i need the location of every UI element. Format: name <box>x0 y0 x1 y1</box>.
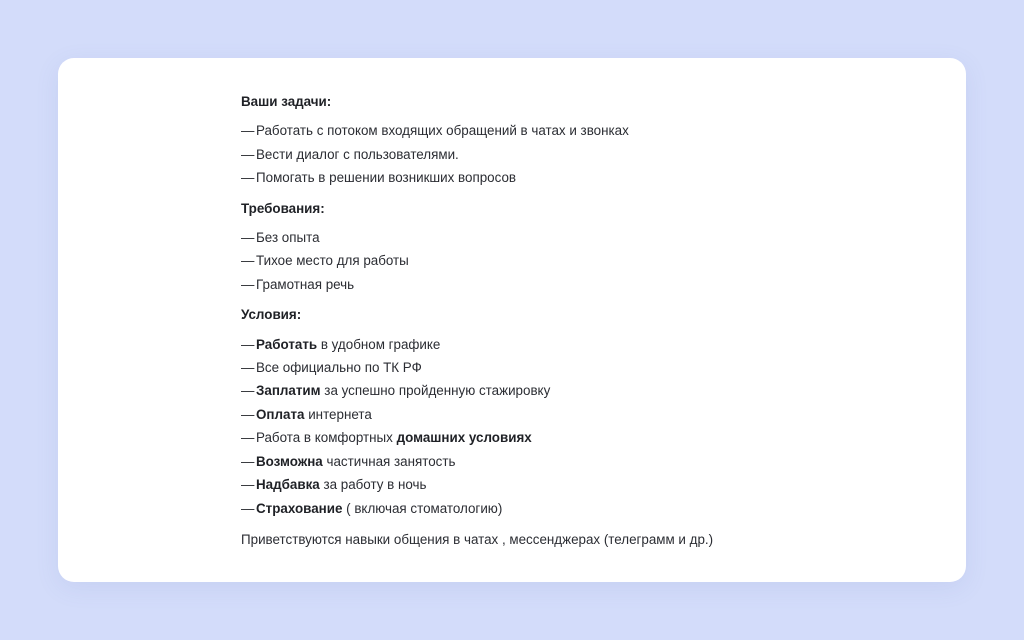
section-heading-requirements: Требования: <box>241 200 325 216</box>
item-text: Все официально по ТК РФ <box>256 360 422 376</box>
item-bold-lead: Работать <box>256 336 318 352</box>
list-item <box>241 273 921 296</box>
tasks-list <box>241 119 921 189</box>
item-bold-lead: Страхование <box>256 500 343 516</box>
section-heading-tasks: Ваши задачи: <box>241 94 332 109</box>
item-text: Работать с потоком входящих обращений в чатах и звонках <box>256 123 629 139</box>
dash-marker: — <box>241 170 255 186</box>
item-bold-lead: Возможна <box>256 453 323 469</box>
item-text: Вести диалог с пользователями. <box>256 146 459 162</box>
footer-note: Приветствуются навыки общения в чатах , мессенджерах (телеграмм и др.) <box>241 531 714 547</box>
item-text: Работа в комфортных <box>256 430 397 446</box>
list-item <box>241 473 921 496</box>
list-item <box>241 426 921 449</box>
list-item <box>241 356 921 379</box>
list-item <box>241 333 921 356</box>
dash-marker: — <box>241 336 255 352</box>
item-text: частичная занятость <box>322 453 456 469</box>
dash-marker: — <box>241 477 255 493</box>
list-item <box>241 497 921 520</box>
item-text: Помогать в решении возникших вопросов <box>256 170 517 186</box>
dash-marker: — <box>241 360 255 376</box>
dash-marker: — <box>241 253 255 269</box>
list-item <box>241 166 921 189</box>
dash-marker: — <box>241 146 255 162</box>
list-item <box>241 403 921 426</box>
item-text: за успешно пройденную стажировку <box>320 383 551 399</box>
list-item <box>241 450 921 473</box>
list-item <box>241 143 921 166</box>
list-item <box>241 226 921 249</box>
dash-marker: — <box>241 430 255 446</box>
item-text: ( включая стоматологию) <box>342 500 503 516</box>
dash-marker: — <box>241 500 255 516</box>
dash-marker: — <box>241 230 255 246</box>
item-text: в удобном графике <box>317 336 441 352</box>
item-bold-lead: Заплатим <box>256 383 321 399</box>
job-description-content <box>241 90 921 551</box>
dash-marker: — <box>241 453 255 469</box>
dash-marker: — <box>241 383 255 399</box>
dash-marker: — <box>241 123 255 139</box>
conditions-list <box>241 333 921 520</box>
item-text: за работу в ночь <box>319 477 427 493</box>
job-description-card <box>58 58 966 582</box>
list-item <box>241 119 921 142</box>
list-item <box>241 379 921 402</box>
item-bold-tail: домашних условиях <box>396 430 532 446</box>
section-heading-conditions: Условия: <box>241 307 302 323</box>
requirements-list <box>241 226 921 296</box>
item-text: интернета <box>304 406 372 422</box>
item-text: Тихое место для работы <box>256 253 409 269</box>
item-text: Без опыта <box>256 230 320 246</box>
list-item <box>241 249 921 272</box>
dash-marker: — <box>241 406 255 422</box>
item-bold-lead: Надбавка <box>256 477 320 493</box>
item-text: Грамотная речь <box>256 276 355 292</box>
dash-marker: — <box>241 276 255 292</box>
item-bold-lead: Оплата <box>256 406 305 422</box>
